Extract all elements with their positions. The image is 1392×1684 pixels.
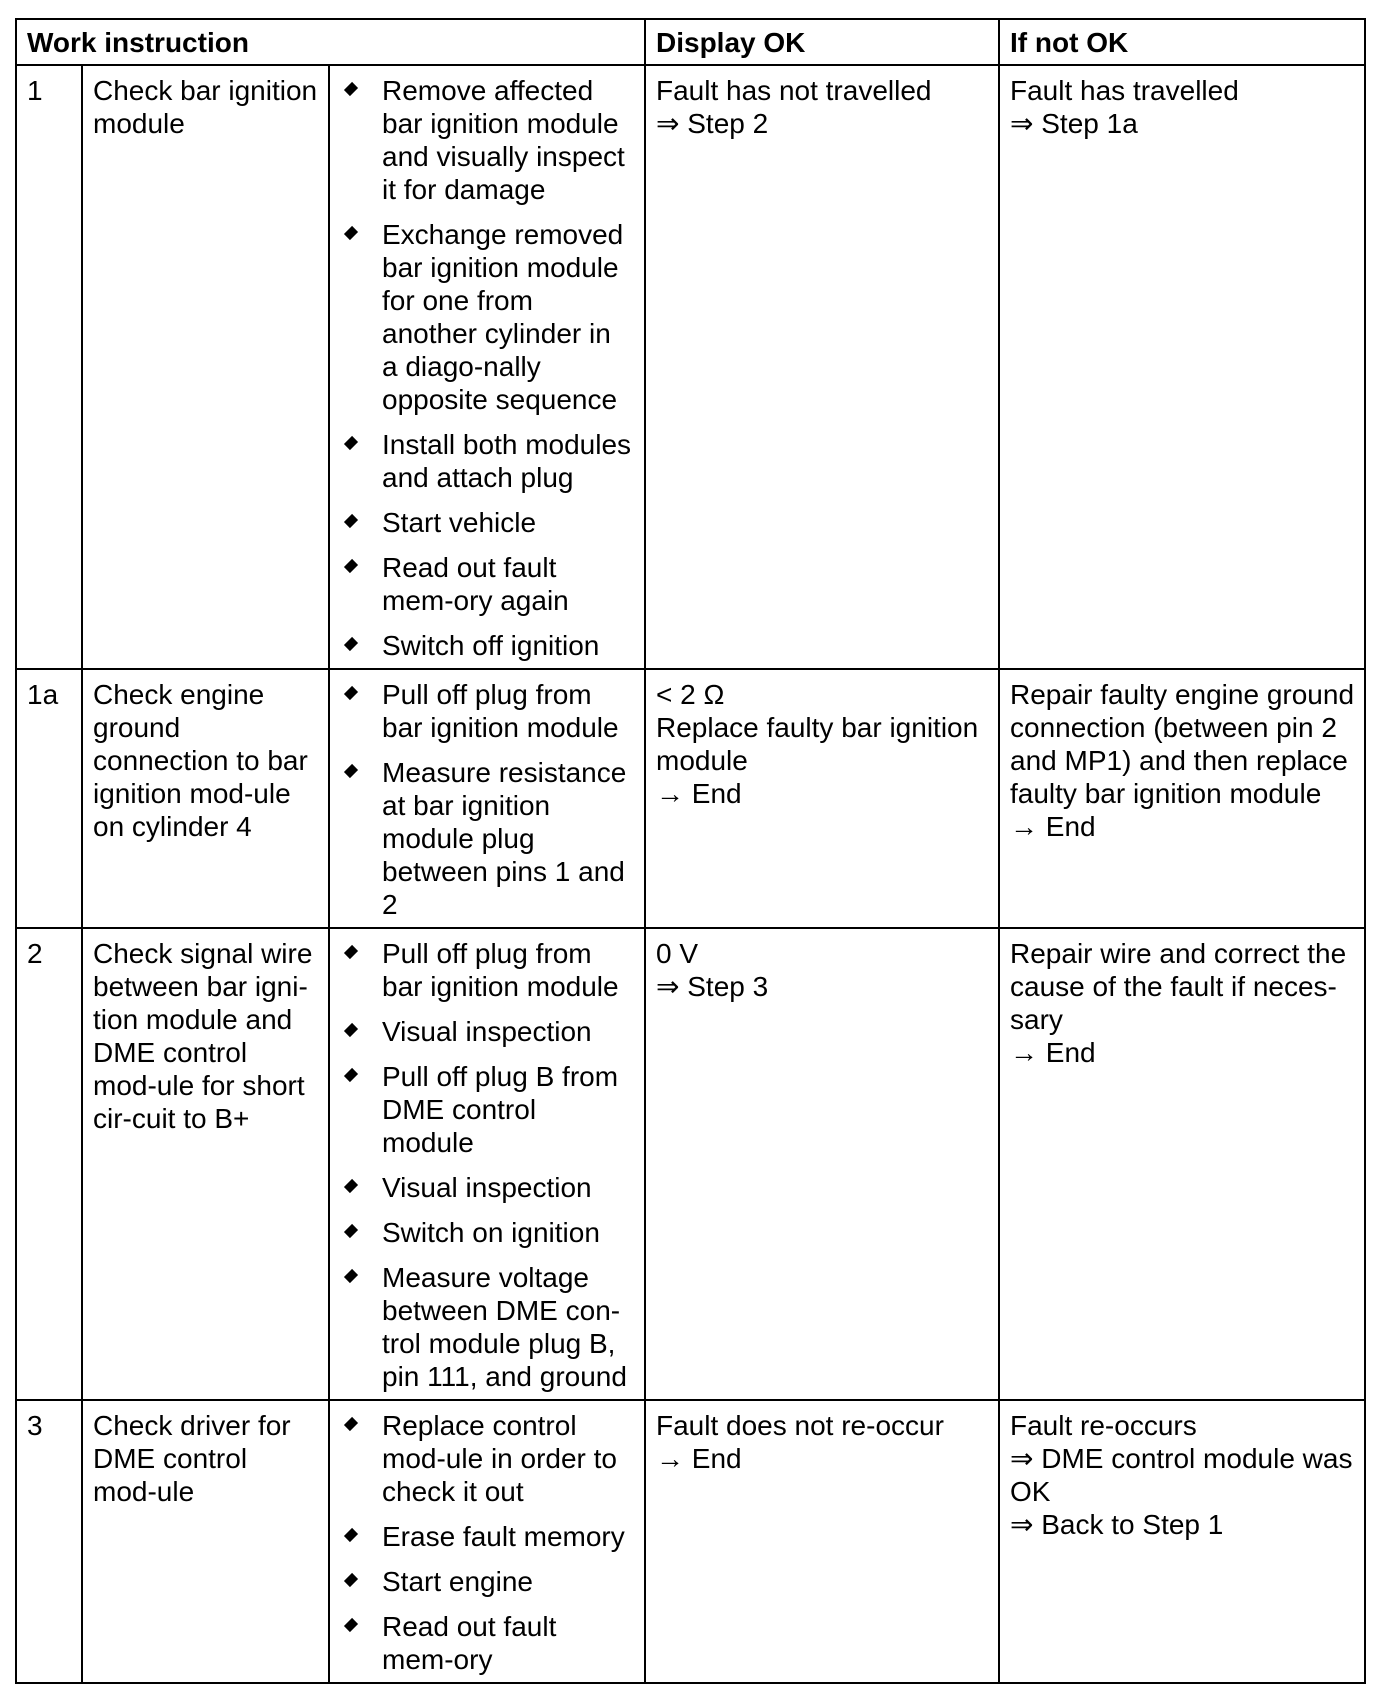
display-ok-result: 0 V ⇒ Step 3 [645,928,999,1400]
bullet-diamond-icon [344,1068,358,1082]
bullet-diamond-icon [344,945,358,959]
step-number: 2 [16,928,82,1400]
task-description: Check signal wire between bar igni-tion module and DME control mod-ule for short cir-cuit to B+ [82,928,329,1400]
bullet-diamond-icon [344,686,358,700]
bullet-diamond-icon [344,82,358,96]
list-item: Erase fault memory [340,1520,634,1553]
list-item: Remove affected bar ignition module and visually inspect it for damage [340,74,634,206]
step-number: 1a [16,669,82,928]
bullet-diamond-icon [344,1618,358,1632]
procedure-steps [329,65,645,669]
list-item: Switch on ignition [340,1216,634,1249]
procedure-steps [329,1400,645,1683]
bullet-diamond-icon [344,1023,358,1037]
step-number: 3 [16,1400,82,1683]
work-instruction-table [15,18,1366,1684]
bullet-diamond-icon [344,1224,358,1238]
not-ok-result: Repair faulty engine ground connection (between pin 2 and MP1) and then replace faulty bar ignition module → End [999,669,1365,928]
list-item: Start engine [340,1565,634,1598]
bullet-diamond-icon [344,764,358,778]
list-item: Switch off ignition [340,629,634,662]
list-item: Visual inspection [340,1015,634,1048]
bullet-diamond-icon [344,1179,358,1193]
task-description: Check driver for DME control mod-ule [82,1400,329,1683]
bullet-diamond-icon [344,1528,358,1542]
procedure-steps [329,928,645,1400]
list-item: Pull off plug from bar ignition module [340,678,634,744]
list-item: Measure resistance at bar ignition module plug between pins 1 and 2 [340,756,634,921]
header-if-not-ok: If not OK [999,19,1365,65]
header-row [16,19,1365,65]
list-item: Pull off plug from bar ignition module [340,937,634,1003]
bullet-diamond-icon [344,637,358,651]
bullet-diamond-icon [344,514,358,528]
bullet-diamond-icon [344,436,358,450]
display-ok-result: Fault does not re-occur → End [645,1400,999,1683]
list-item: Visual inspection [340,1171,634,1204]
table-row [16,1400,1365,1683]
bullet-diamond-icon [344,559,358,573]
header-work-instruction: Work instruction [16,19,645,65]
bullet-diamond-icon [344,226,358,240]
table-row [16,669,1365,928]
procedure-steps [329,669,645,928]
bullet-diamond-icon [344,1573,358,1587]
task-description: Check engine ground connection to bar ignition mod-ule on cylinder 4 [82,669,329,928]
display-ok-result: < 2 Ω Replace faulty bar ignition module → End [645,669,999,928]
list-item: Start vehicle [340,506,634,539]
list-item: Pull off plug B from DME control module [340,1060,634,1159]
bullet-diamond-icon [344,1269,358,1283]
not-ok-result: Fault re-occurs ⇒ DME control module was OK ⇒ Back to Step 1 [999,1400,1365,1683]
display-ok-result: Fault has not travelled ⇒ Step 2 [645,65,999,669]
list-item: Measure voltage between DME con-trol module plug B, pin 111, and ground [340,1261,634,1393]
header-display-ok: Display OK [645,19,999,65]
list-item: Replace control mod-ule in order to check it out [340,1409,634,1508]
list-item: Read out fault mem-ory [340,1610,634,1676]
task-description: Check bar ignition module [82,65,329,669]
step-number: 1 [16,65,82,669]
list-item: Exchange removed bar ignition module for one from another cylinder in a diago-nally opposite sequence [340,218,634,416]
table-row [16,65,1365,669]
table-row [16,928,1365,1400]
not-ok-result: Repair wire and correct the cause of the fault if neces-sary → End [999,928,1365,1400]
list-item: Read out fault mem-ory again [340,551,634,617]
list-item: Install both modules and attach plug [340,428,634,494]
not-ok-result: Fault has travelled ⇒ Step 1a [999,65,1365,669]
bullet-diamond-icon [344,1417,358,1431]
